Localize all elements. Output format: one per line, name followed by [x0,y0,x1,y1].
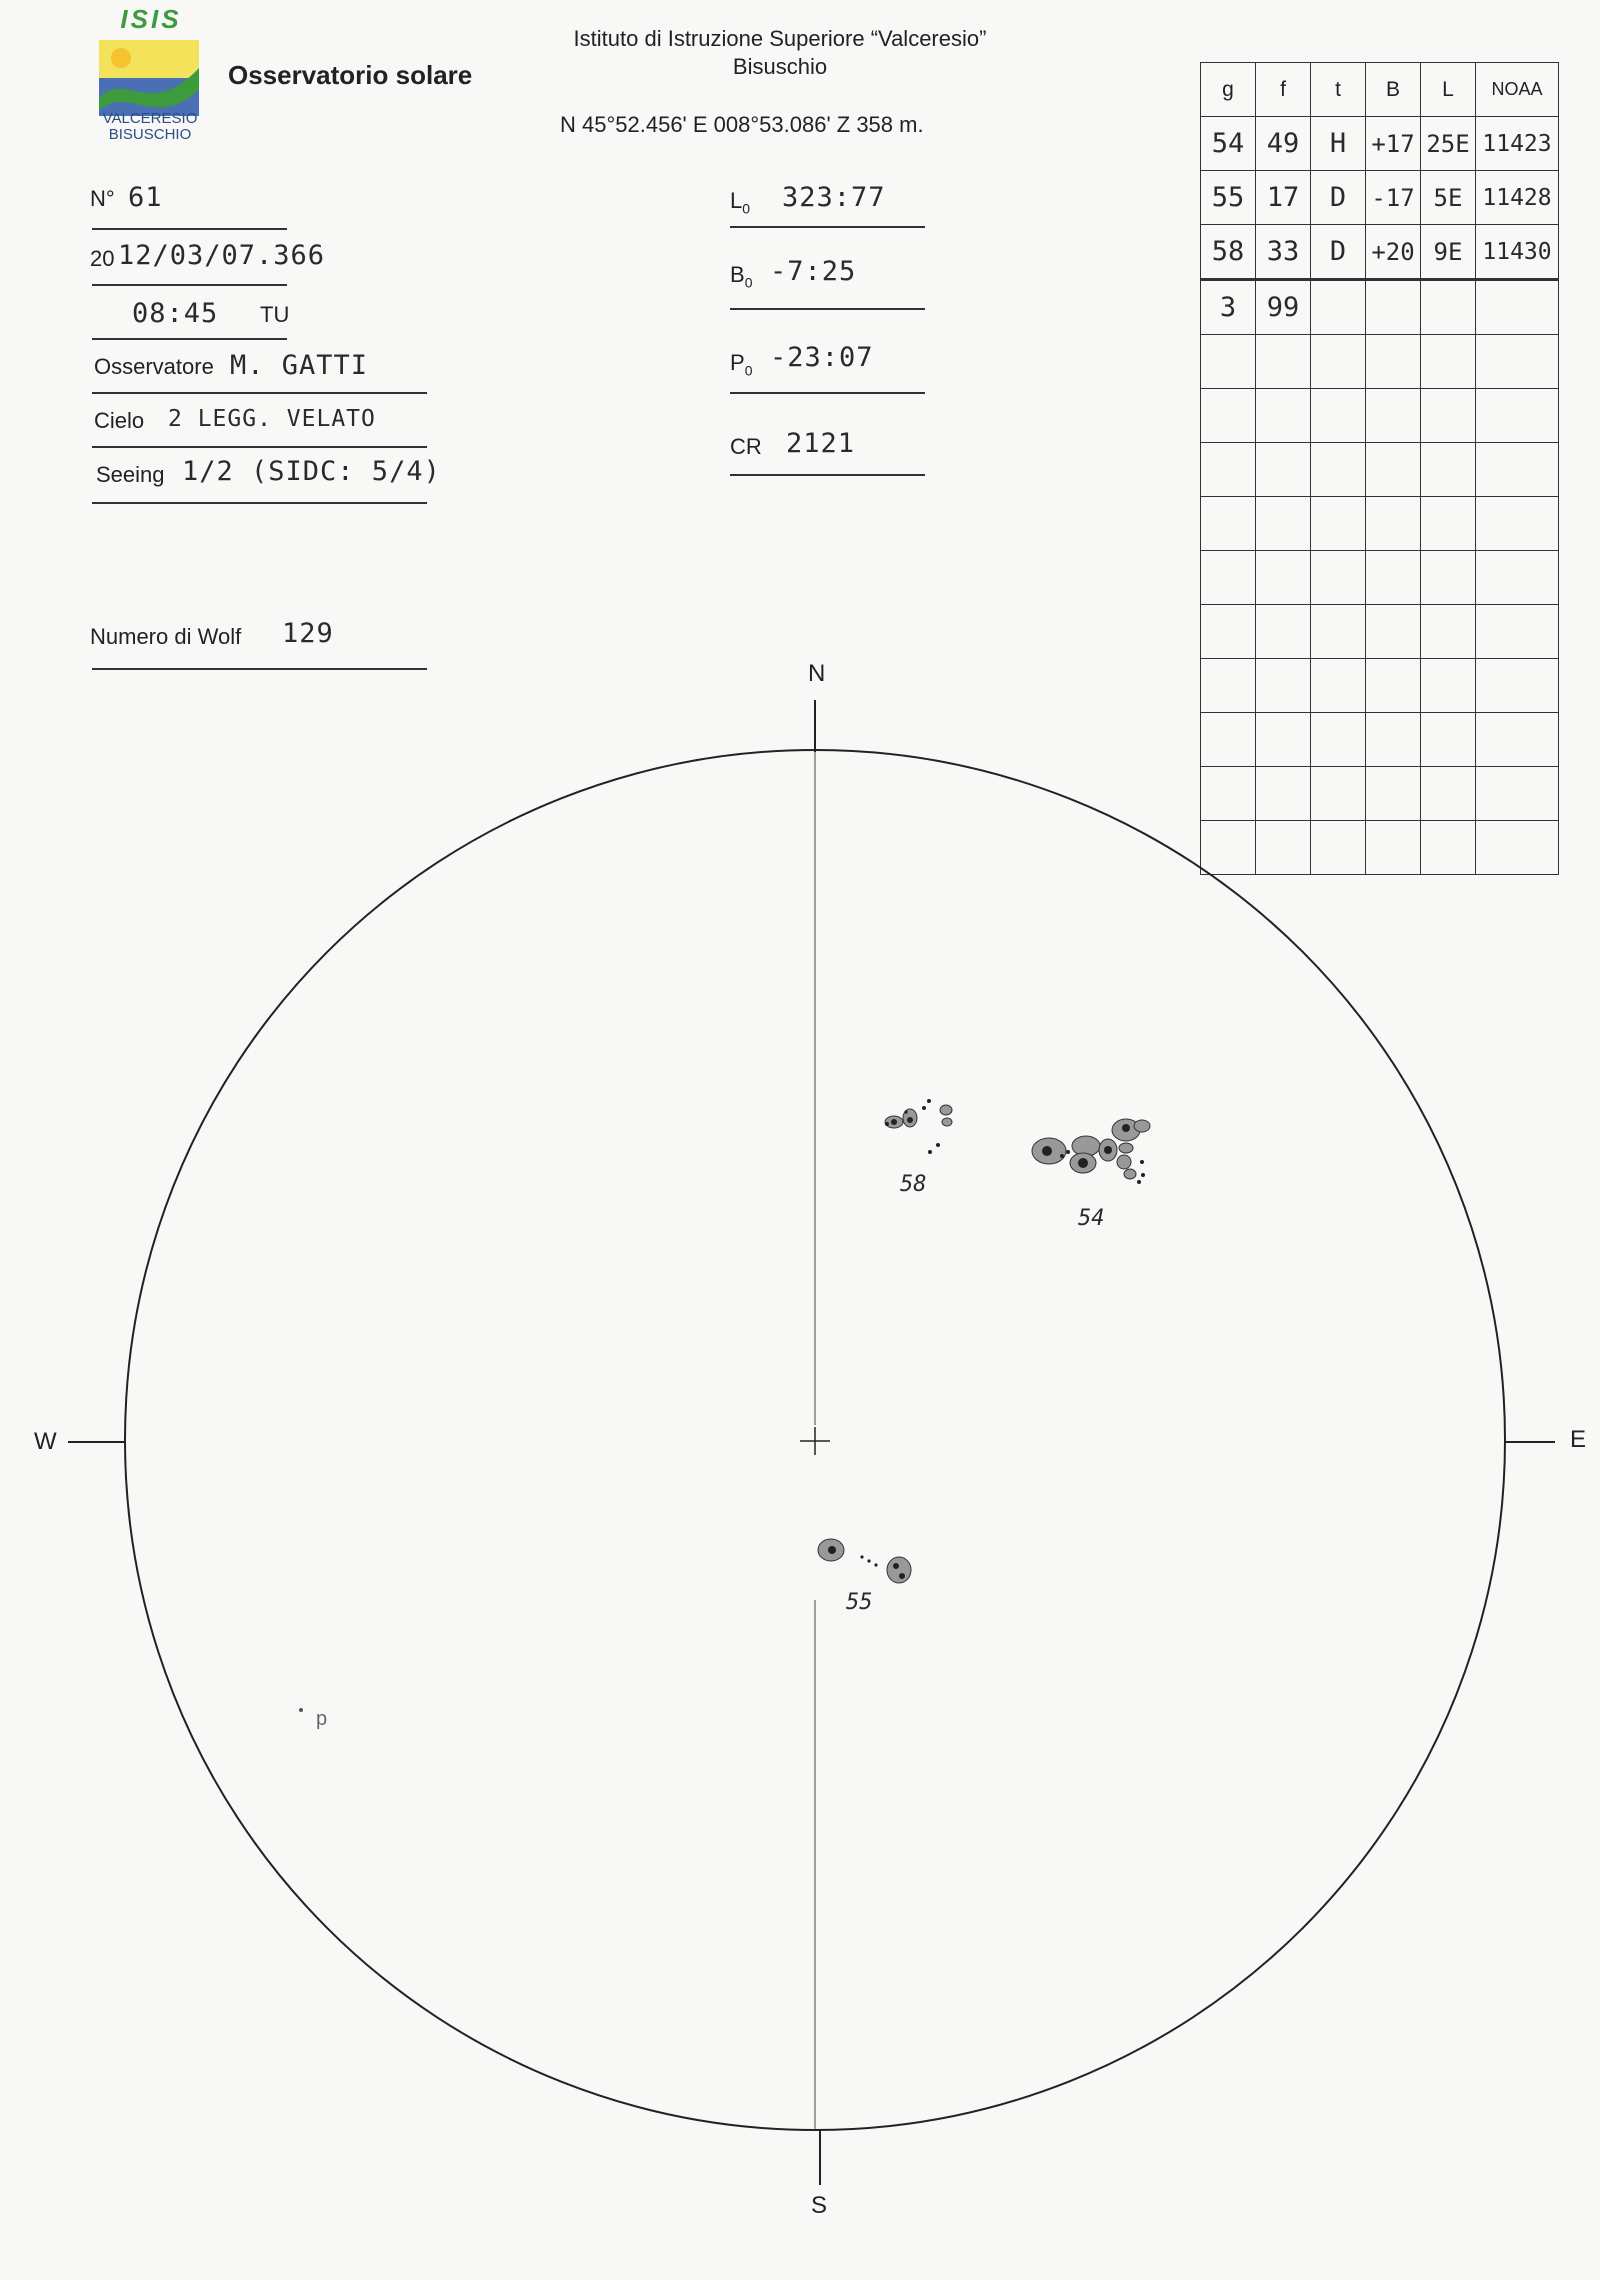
table-cell: 11430 [1476,225,1559,280]
table-header-cell: L [1421,63,1476,117]
east-label: E [1570,1426,1587,1453]
observation-number: 61 [128,182,163,213]
table-cell: 25E [1421,117,1476,171]
wolf-number: 129 [282,618,334,649]
south-label: S [811,2192,828,2219]
p0-subscript: 0 [744,362,753,379]
cr-value: 2121 [786,428,856,459]
number-label: N° [90,186,115,211]
logo-wordmark: ISIS [120,4,182,34]
b0-value: -7:25 [770,256,857,287]
p0-letter: P [730,350,745,375]
seeing-label: Seeing [96,462,165,487]
time-unit: TU [260,302,290,327]
logo-line-2: BISUSCHIO [108,126,192,143]
table-cell: D [1311,171,1366,225]
table-cell: 11423 [1476,117,1559,171]
observation-time: 08:45 [132,298,219,329]
group-label-58: 58 [900,1172,927,1197]
table-cell: 33 [1256,225,1311,280]
table-cell: 9E [1421,225,1476,280]
l0-subscript: 0 [742,200,751,217]
table-cell: 17 [1256,171,1311,225]
table-header-cell: g [1201,63,1256,117]
table-cell: -17 [1366,171,1421,225]
p0-value: -23:07 [770,342,874,373]
stray-mark-label: p [316,1708,328,1730]
group-label-55: 55 [846,1590,873,1615]
b0-letter: B [730,262,745,287]
table-cell: 58 [1201,225,1256,280]
table-header-cell: f [1256,63,1311,117]
institute-location: Bisuschio [732,54,828,79]
table-cell: 54 [1201,117,1256,171]
table-cell: 5E [1421,171,1476,225]
site-coordinates: N 45°52.456' E 008°53.086' Z 358 m. [560,112,924,137]
page-title: Osservatorio solare [228,60,473,90]
logo-line-1: VALCERESIO [102,110,198,127]
table-cell: 55 [1201,171,1256,225]
seeing-value: 1/2 (SIDC: 5/4) [182,456,441,487]
table-cell: 3 [1201,280,1256,335]
l0-letter: L [730,188,743,213]
stray-mark-dot [299,1708,303,1712]
institute-name: Istituto di Istruzione Superiore “Valceresio” [573,26,987,51]
cr-label: CR [730,434,762,459]
table-cell: H [1311,117,1366,171]
table-header-cell: t [1311,63,1366,117]
table-cell: 99 [1256,280,1311,335]
observer-label: Osservatore [94,354,214,379]
sunspot-group-55 [818,1539,911,1583]
table-cell: 49 [1256,117,1311,171]
table-cell: +17 [1366,117,1421,171]
table-header-cell: NOAA [1476,63,1559,117]
b0-subscript: 0 [744,274,753,291]
sunspot-group-58 [885,1099,952,1154]
table-header-cell: B [1366,63,1421,117]
wolf-label: Numero di Wolf [90,624,242,649]
sky-label: Cielo [94,408,145,433]
group-label-54: 54 [1078,1206,1105,1231]
north-label: N [808,660,826,687]
date-prefix: 20 [90,246,115,271]
observation-date: 12/03/07.366 [118,240,326,271]
l0-value: 323:77 [782,182,886,213]
observer-name: M. GATTI [230,350,369,381]
west-label: W [34,1428,57,1455]
sky-value: 2 LEGG. VELATO [168,406,376,432]
table-cell: 11428 [1476,171,1559,225]
table-cell: D [1311,225,1366,280]
table-cell: +20 [1366,225,1421,280]
sunspot-group-54 [1032,1119,1150,1184]
